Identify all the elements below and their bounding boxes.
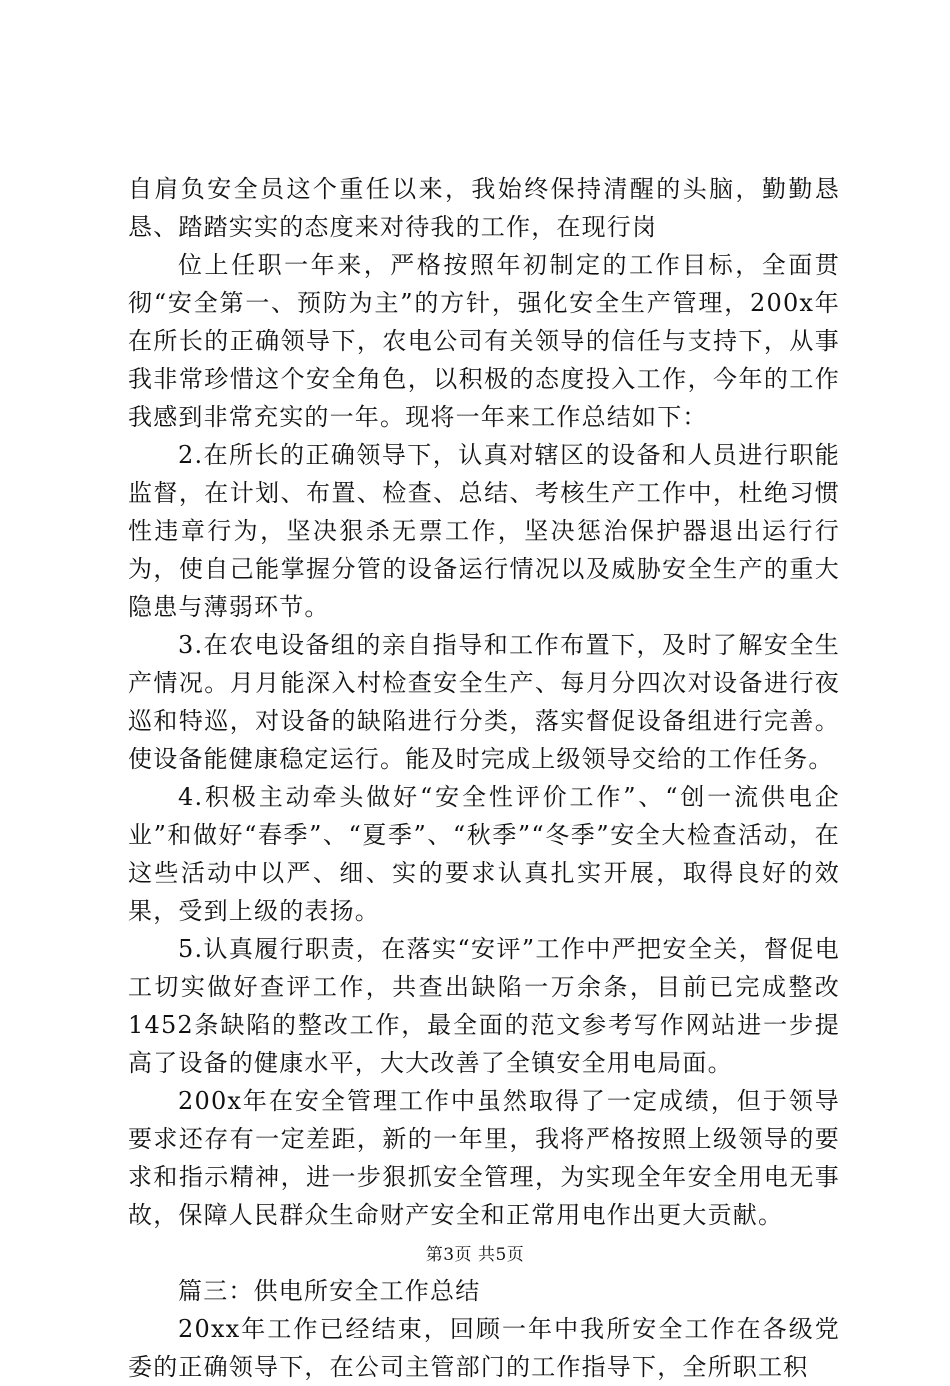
- page-number-footer: 第3页 共5页: [425, 1245, 525, 1265]
- paragraph-section-intro: 20xx年工作已经结束，回顾一年中我所安全工作在各级党委的正确领导下，在公司主管部门的工作指导下，全所职工积: [128, 1315, 840, 1381]
- document-body: [128, 170, 840, 1386]
- paragraph-item-2: 2.在所长的正确领导下，认真对辖区的设备和人员进行职能监督，在计划、布置、检查、总结、考核生产工作中，杜绝习惯性违章行为，坚决狠杀无票工作，坚决惩治保护器退出运行行为，使自己能掌握分管的设备运行情况以及威胁安全生产的重大隐患与薄弱环节。: [128, 441, 840, 621]
- paragraph-summary: 位上任职一年来，严格按照年初制定的工作目标，全面贯彻“安全第一、预防为主”的方针，强化安全生产管理，200x年在所长的正确领导下，农电公司有关领导的信任与支持下，从事我非常珍惜这个安全角色，以积极的态度投入工作，今年的工作我感到非常充实的一年。现将一年来工作总结如下：: [128, 251, 840, 431]
- paragraph-item-3: 3.在农电设备组的亲自指导和工作布置下，及时了解安全生产情况。月月能深入村检查安全生产、每月分四次对设备进行夜巡和特巡，对设备的缺陷进行分类，落实督促设备组进行完善。使设备能健康稳定运行。能及时完成上级领导交给的工作任务。: [128, 631, 840, 773]
- paragraph-item-4: 4.积极主动牵头做好“安全性评价工作”、“创一流供电企业”和做好“春季”、“夏季”、“秋季”“冬季”安全大检查活动，在这些活动中以严、细、实的要求认真扎实开展，取得良好的效果，受到上级的表扬。: [128, 783, 840, 925]
- paragraph-item-5: 5.认真履行职责，在落实“安评”工作中严把安全关，督促电工切实做好查评工作，共查出缺陷一万余条，目前已完成整改1452条缺陷的整改工作，最全面的范文参考写作网站进一步提高了设备的健康水平，大大改善了全镇安全用电局面。: [128, 935, 840, 1077]
- section-title: 篇三：供电所安全工作总结: [178, 1277, 481, 1305]
- paragraph-conclusion: 200x年在安全管理工作中虽然取得了一定成绩，但于领导要求还存有一定差距，新的一年里，我将严格按照上级领导的要求和指示精神，进一步狠抓安全管理，为实现全年安全用电无事故，保障人民群众生命财产安全和正常用电作出更大贡献。: [128, 1087, 840, 1229]
- paragraph-intro: 自肩负安全员这个重任以来，我始终保持清醒的头脑，勤勤恳恳、踏踏实实的态度来对待我的工作，在现行岗: [128, 175, 840, 241]
